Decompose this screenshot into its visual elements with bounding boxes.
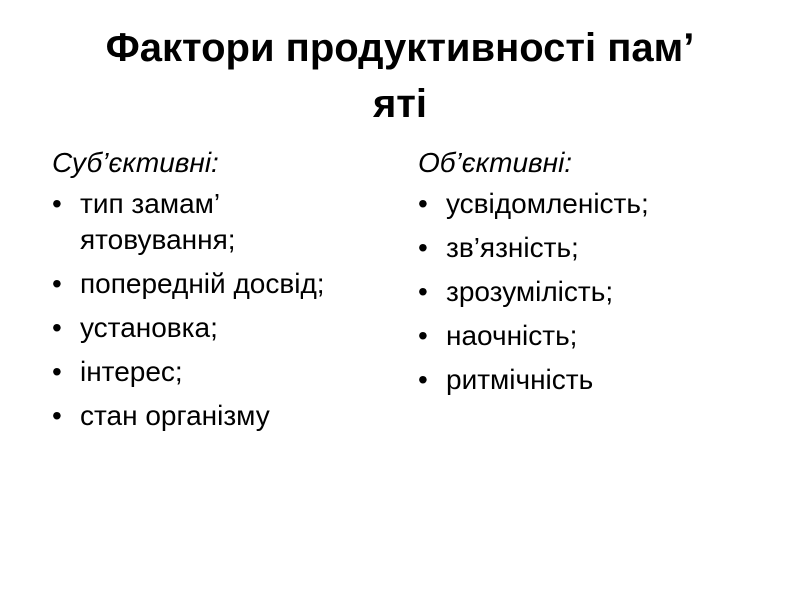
list-item	[52, 354, 392, 390]
list-item	[52, 398, 392, 434]
list-item-text: попередній досвід;	[80, 268, 325, 299]
list-item-text: установка;	[80, 312, 218, 343]
bullet-icon: •	[52, 188, 62, 219]
list-item	[52, 266, 392, 302]
list-item-text: зрозумілість;	[446, 276, 614, 307]
list-item	[418, 274, 758, 310]
slide-title	[60, 20, 740, 132]
bullet-icon: •	[418, 232, 428, 263]
list-item	[52, 186, 392, 258]
list-item-text: зв’язність;	[446, 232, 579, 263]
bullet-icon: •	[418, 320, 428, 351]
list-item	[418, 318, 758, 354]
subjective-factors-column	[52, 146, 392, 442]
objective-factors-heading: Об’єктивні:	[418, 147, 573, 178]
slide-title-line-1: Фактори продуктивності пам’	[105, 26, 695, 70]
list-item	[418, 186, 758, 222]
list-item-text: тип замам’ ятовування;	[80, 188, 236, 255]
bullet-icon: •	[52, 400, 62, 431]
bullet-icon: •	[52, 312, 62, 343]
list-item-text: стан організму	[80, 400, 270, 431]
slide-title-line-2: яті	[372, 82, 428, 126]
subjective-factors-list	[52, 186, 392, 434]
list-item	[418, 362, 758, 398]
objective-factors-list	[418, 186, 758, 398]
list-item-text: ритмічність	[446, 364, 594, 395]
bullet-icon: •	[418, 188, 428, 219]
bullet-icon: •	[418, 276, 428, 307]
list-item	[418, 230, 758, 266]
bullet-icon: •	[52, 356, 62, 387]
list-item-text: наочність;	[446, 320, 578, 351]
list-item	[52, 310, 392, 346]
list-item-text: усвідомленість;	[446, 188, 649, 219]
list-item-text: інтерес;	[80, 356, 183, 387]
bullet-icon: •	[52, 268, 62, 299]
subjective-factors-heading: Суб’єктивні:	[52, 147, 219, 178]
bullet-icon: •	[418, 364, 428, 395]
objective-factors-column	[418, 146, 758, 406]
